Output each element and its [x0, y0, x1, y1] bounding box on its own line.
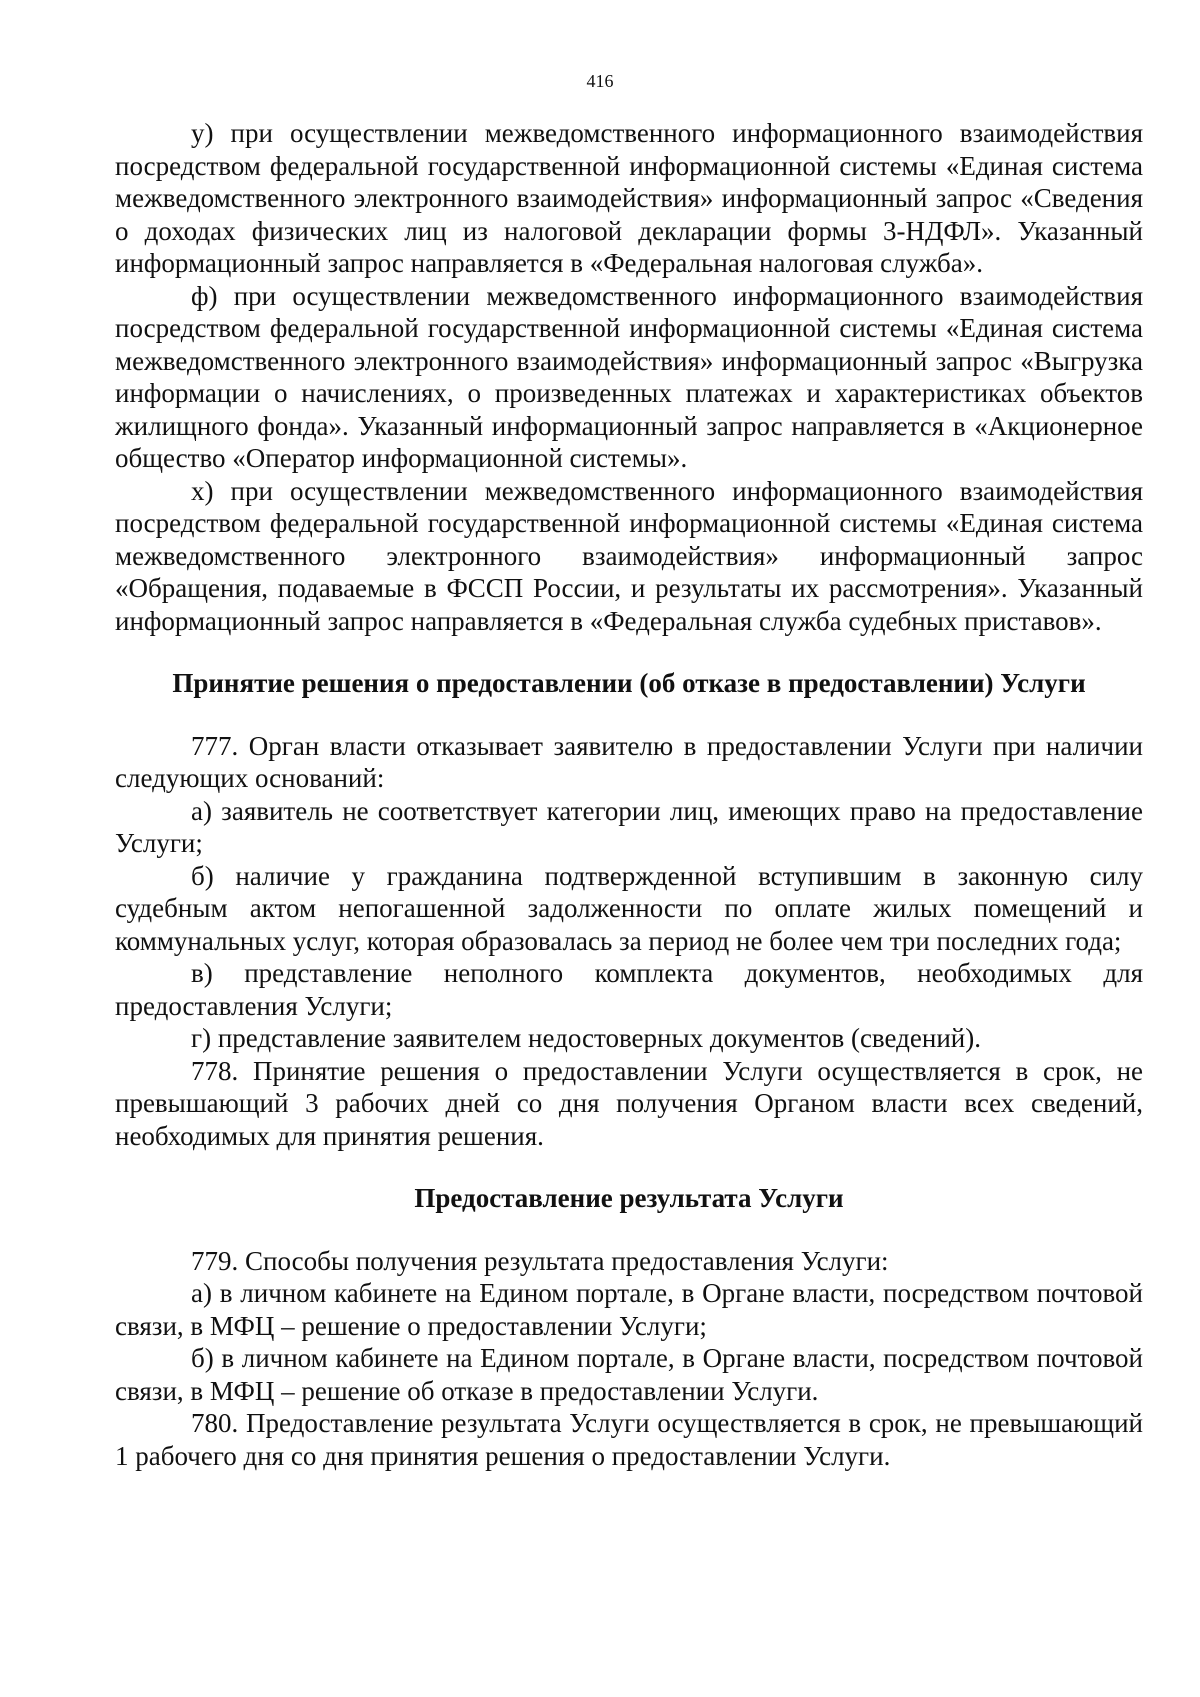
heading-decision: Принятие решения о предоставлении (об отказе в предоставлении) Услуги — [172, 668, 1086, 698]
para-777: 777. Орган власти отказывает заявителю в предоставлении Услуги при наличии следующих оснований: — [115, 730, 1143, 793]
heading-result: Предоставление результата Услуги — [414, 1183, 844, 1213]
item-b-779: б) в личном кабинете на Едином портале, в Органе власти, посредством почтовой связи, в МФЦ – решение об отказе в предоставлении Услуги. — [115, 1343, 1143, 1406]
para-780: 780. Предоставление результата Услуги осуществляется в срок, не превышающий 1 рабочего дня со дня принятия решения о предоставлении Услуги. — [115, 1408, 1143, 1471]
item-a: а) заявитель не соответствует категории лиц, имеющих право на предоставление Услуги; — [115, 795, 1143, 858]
item-g: г) представление заявителем недостоверных документов (сведений). — [191, 1023, 981, 1053]
item-a-779: а) в личном кабинете на Едином портале, в Органе власти, посредством почтовой связи, в МФЦ – решение о предоставлении Услуги; — [115, 1278, 1143, 1341]
item-u: у) при осуществлении межведомственного информационного взаимодействия посредством федеральной государственной информационной системы «Единая система межведомственного электронного взаимодействия» информационный запрос «Сведения о доходах физических лиц из налоговой декларации формы 3-НДФЛ». Указанный информационный запрос направляется в «Федеральная налоговая служба». — [115, 118, 1143, 278]
item-b: б) наличие у гражданина подтвержденной вступившим в законную силу судебным актом непогашенной задолженности по оплате жилых помещений и коммунальных услуг, которая образовалась за период не более чем три последних года; — [115, 860, 1143, 956]
item-v: в) представление неполного комплекта документов, необходимых для предоставления Услуги; — [115, 958, 1143, 1021]
page-number: 416 — [586, 71, 614, 91]
para-778: 778. Принятие решения о предоставлении Услуги осуществляется в срок, не превышающий 3 рабочих дней со дня получения Органом власти всех сведений, необходимых для принятия решения. — [115, 1055, 1143, 1151]
item-f: ф) при осуществлении межведомственного информационного взаимодействия посредством федеральной государственной информационной системы «Единая система межведомственного электронного взаимодействия» информационный запрос «Выгрузка информации о начислениях, о произведенных платежах и характеристиках объектов жилищного фонда». Указанный информационный запрос направляется в «Акционерное общество «Оператор информационной системы». — [115, 280, 1143, 473]
item-kh: х) при осуществлении межведомственного информационного взаимодействия посредством федеральной государственной информационной системы «Единая система межведомственного электронного взаимодействия» информационный запрос «Обращения, подаваемые в ФССП России, и результаты их рассмотрения». Указанный информационный запрос направляется в «Федеральная служба судебных приставов». — [115, 475, 1143, 636]
para-779: 779. Способы получения результата предоставления Услуги: — [191, 1245, 889, 1276]
document-body — [115, 117, 1143, 1472]
